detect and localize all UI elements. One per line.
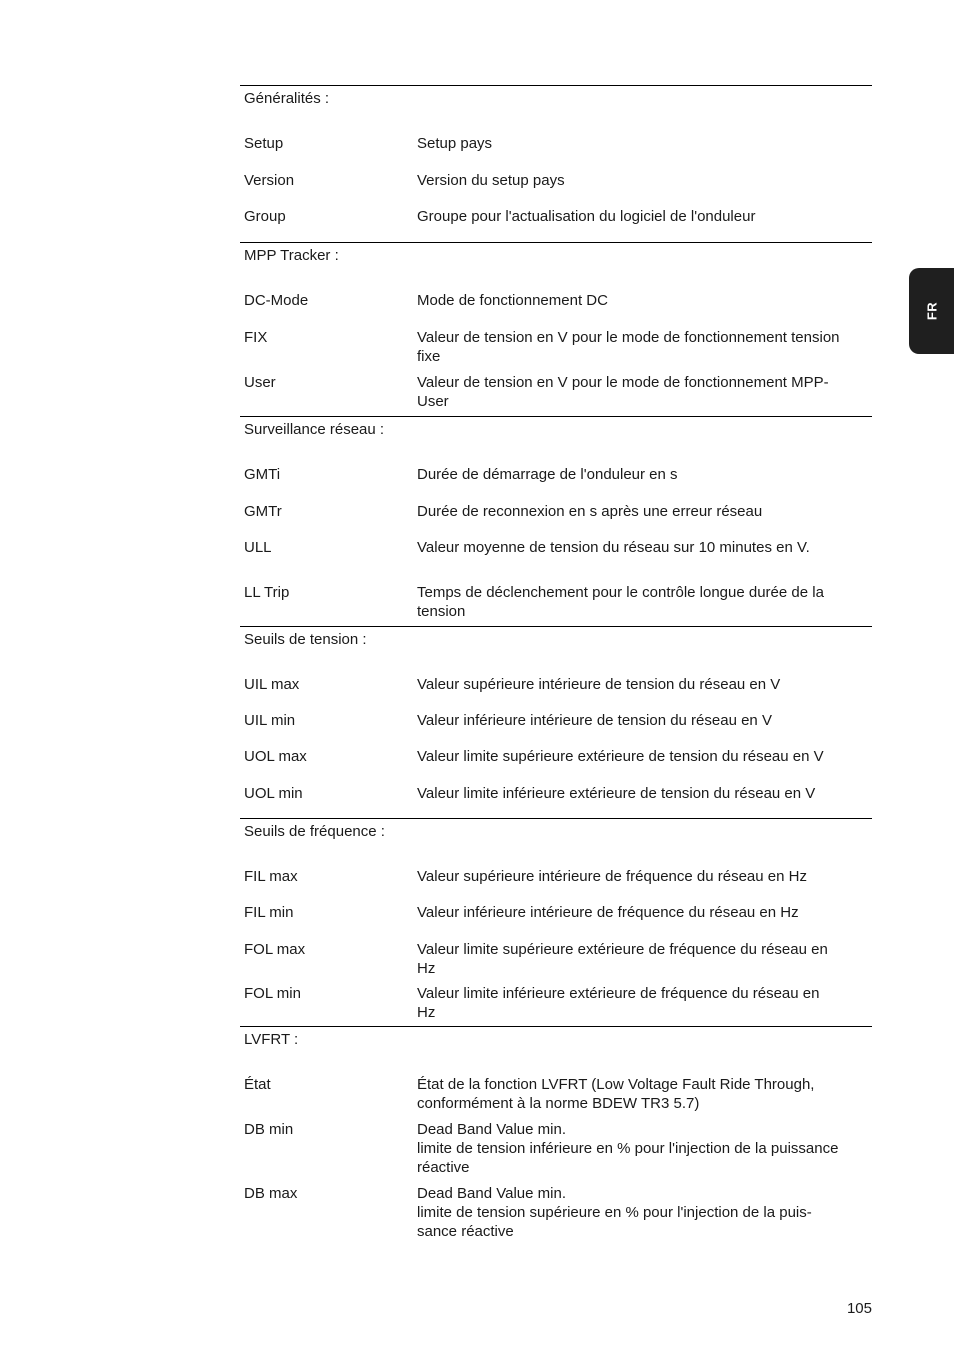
param-name: FOL min [244,985,301,1002]
table-row [240,291,872,310]
table-row [240,1120,872,1177]
param-description: Groupe pour l'actualisation du logiciel de l'onduleur [417,208,756,225]
section-title: LVFRT : [244,1031,299,1048]
section-title: MPP Tracker : [244,247,339,264]
param-description: Mode de fonctionnement DC [417,292,608,309]
param-name: FIL max [244,868,298,885]
param-name: UIL min [244,712,296,729]
param-name: FIX [244,329,268,346]
param-name: UIL max [244,676,300,693]
param-name: DC-Mode [244,292,309,309]
param-description: État de la fonction LVFRT (Low Voltage Fault Ride Through, conformément à la norme BDEW TR3 5.7) [417,1076,815,1112]
param-name: Version [244,172,295,189]
section-title: Surveillance réseau : [244,421,385,438]
param-description: Valeur supérieure intérieure de tension du réseau en V [417,676,781,693]
section-title: Seuils de fréquence : [244,823,385,840]
param-description: Valeur limite supérieure extérieure de tension du réseau en V [417,748,824,765]
param-description: Durée de démarrage de l'onduleur en s [417,466,678,483]
table-row [240,502,872,521]
table-row [240,1184,872,1241]
table-row [240,171,872,190]
param-name: DB min [244,1121,294,1138]
table-row [240,328,872,366]
param-description: Valeur de tension en V pour le mode de fonctionnement MPP- User [417,374,829,410]
param-name: Setup [244,135,284,152]
table-row [240,583,872,621]
section-surveillance-reseau [240,416,872,621]
section-lvfrt [240,1026,872,1241]
section-mpp-tracker [240,242,872,411]
page-number: 105 [846,1300,872,1317]
param-description: Temps de déclenchement pour le contrôle longue durée de la tension [417,584,824,620]
param-name: GMTi [244,466,281,483]
param-name: État [244,1076,271,1093]
section-seuils-frequence [240,818,872,1022]
table-row [240,134,872,153]
param-name: ULL [244,539,272,556]
param-description: Valeur de tension en V pour le mode de fonctionnement tension fixe [417,329,840,365]
settings-table [240,85,872,1241]
table-row [240,867,872,886]
param-description: Valeur inférieure intérieure de tension du réseau en V [417,712,772,729]
table-row [240,784,872,803]
param-name: GMTr [244,503,282,520]
param-description: Valeur limite supérieure extérieure de fréquence du réseau en Hz [417,941,828,977]
section-generalites [240,85,872,226]
param-name: DB max [244,1185,298,1202]
table-row [240,465,872,484]
param-name: FOL max [244,941,306,958]
param-description: Valeur moyenne de tension du réseau sur 10 minutes en V. [417,539,810,556]
section-title: Seuils de tension : [244,631,367,648]
table-row [240,747,872,766]
language-tab [909,268,954,354]
param-name: User [244,374,276,391]
table-row [240,538,872,557]
param-name: FIL min [244,904,294,921]
table-row [240,940,872,978]
param-name: UOL max [244,748,307,765]
table-row [240,675,872,694]
param-description: Valeur limite inférieure extérieure de tension du réseau en V [417,785,816,802]
table-row [240,903,872,922]
param-description: Valeur supérieure intérieure de fréquence du réseau en Hz [417,868,807,885]
param-description: Version du setup pays [417,172,565,189]
param-description: Valeur inférieure intérieure de fréquence du réseau en Hz [417,904,799,921]
param-description: Valeur limite inférieure extérieure de fréquence du réseau en Hz [417,985,820,1021]
section-title: Généralités : [244,90,330,107]
table-row [240,207,872,226]
language-tab-label: FR [924,301,939,321]
param-description: Setup pays [417,135,493,152]
table-row [240,373,872,411]
param-name: LL Trip [244,584,290,601]
table-row [240,711,872,730]
param-description: Durée de reconnexion en s après une erreur réseau [417,503,763,520]
param-description: Dead Band Value min. limite de tension inférieure en % pour l'injection de la puissance réactive [417,1121,839,1176]
section-seuils-tension [240,626,872,803]
param-description: Dead Band Value min. limite de tension supérieure en % pour l'injection de la puis- sance réactive [417,1185,812,1240]
param-name: Group [244,208,286,225]
param-name: UOL min [244,785,303,802]
table-row [240,1075,872,1113]
table-row [240,984,872,1022]
